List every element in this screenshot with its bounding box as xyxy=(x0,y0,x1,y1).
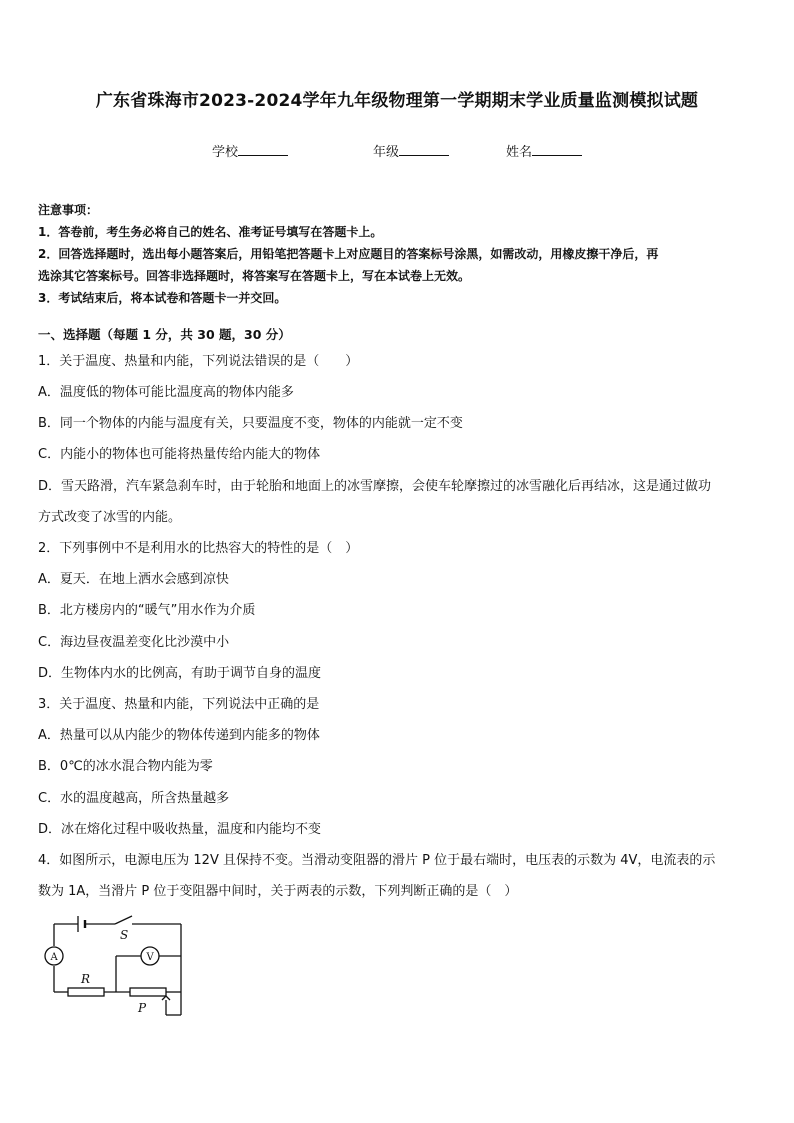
grade-label: 年级 xyxy=(373,145,400,160)
question-1-option-c: C．内能小的物体也可能将热量传给内能大的物体 xyxy=(38,447,321,462)
question-2-option-b: B．北方楼房内的“暖气”用水作为介质 xyxy=(38,603,256,618)
school-field xyxy=(212,141,288,160)
school-label: 学校 xyxy=(212,145,239,160)
notice-heading: 注意事项： xyxy=(38,203,99,217)
question-3-stem: 3．关于温度、热量和内能，下列说法中正确的是 xyxy=(38,697,320,712)
question-2-option-d: D．生物体内水的比例高，有助于调节自身的温度 xyxy=(38,666,322,681)
question-3-option-c: C．水的温度越高，所含热量越多 xyxy=(38,791,230,806)
question-1-option-a: A．温度低的物体可能比温度高的物体内能多 xyxy=(38,385,294,400)
school-blank xyxy=(238,141,288,156)
question-1-option-d-cont: 方式改变了冰雪的内能。 xyxy=(38,510,182,525)
grade-field xyxy=(373,141,449,160)
notice-item: 1．答卷前，考生务必将自己的姓名、准考证号填写在答题卡上。 xyxy=(38,225,383,239)
circuit-diagram xyxy=(40,906,190,1021)
question-2-option-a: A．夏天．在地上洒水会感到凉快 xyxy=(38,572,229,587)
page-title: 广东省珠海市2023-2024学年九年级物理第一学期期末学业质量监测模拟试题 xyxy=(95,91,699,111)
name-label: 姓名 xyxy=(506,145,533,160)
name-field xyxy=(506,141,582,160)
question-4-stem-cont: 数为 1A，当滑片 P 位于变阻器中间时，关于两表的示数，下列判断正确的是（ ） xyxy=(38,884,518,899)
question-1-option-b: B．同一个物体的内能与温度有关，只要温度不变，物体的内能就一定不变 xyxy=(38,416,463,431)
switch-blade xyxy=(115,916,132,924)
resistor-r xyxy=(68,988,104,996)
section-title: 一、选择题（每题 1 分，共 30 题，30 分） xyxy=(38,327,291,342)
question-2-option-c: C．海边昼夜温差变化比沙漠中小 xyxy=(38,635,230,650)
resistor-label: R xyxy=(81,972,91,986)
question-3-option-d: D．冰在熔化过程中吸收热量，温度和内能均不变 xyxy=(38,822,322,837)
rheostat xyxy=(130,988,166,996)
name-blank xyxy=(532,141,582,156)
slider-label: P xyxy=(138,1001,147,1015)
notice-item: 选涂其它答案标号。回答非选择题时，将答案写在答题卡上，写在本试卷上无效。 xyxy=(38,269,471,283)
switch-label: S xyxy=(120,928,129,942)
question-1-option-d: D．雪天路滑，汽车紧急刹车时，由于轮胎和地面上的冰雪摩擦，会使车轮摩擦过的冰雪融化后再结冰，这是通过做功 xyxy=(38,479,712,494)
grade-blank xyxy=(399,141,449,156)
question-3-option-b: B．0℃的冰水混合物内能为零 xyxy=(38,759,213,774)
question-1-stem: 1．关于温度、热量和内能，下列说法错误的是（ ） xyxy=(38,354,359,369)
ammeter-label: A xyxy=(50,952,58,963)
notice-block xyxy=(38,199,758,309)
notice-item: 2．回答选择题时，选出每小题答案后，用铅笔把答题卡上对应题目的答案标号涂黑，如需改动，用橡皮擦干净后，再 xyxy=(38,247,659,261)
notice-item: 3．考试结束后，将本试卷和答题卡一并交回。 xyxy=(38,291,287,305)
question-3-option-a: A．热量可以从内能少的物体传递到内能多的物体 xyxy=(38,728,320,743)
question-2-stem: 2．下列事例中不是利用水的比热容大的特性的是（ ） xyxy=(38,541,359,556)
question-4-stem: 4．如图所示，电源电压为 12V 且保持不变。当滑动变阻器的滑片 P 位于最右端时，电压表的示数为 4V，电流表的示 xyxy=(38,853,716,868)
voltmeter-label: V xyxy=(146,952,154,963)
